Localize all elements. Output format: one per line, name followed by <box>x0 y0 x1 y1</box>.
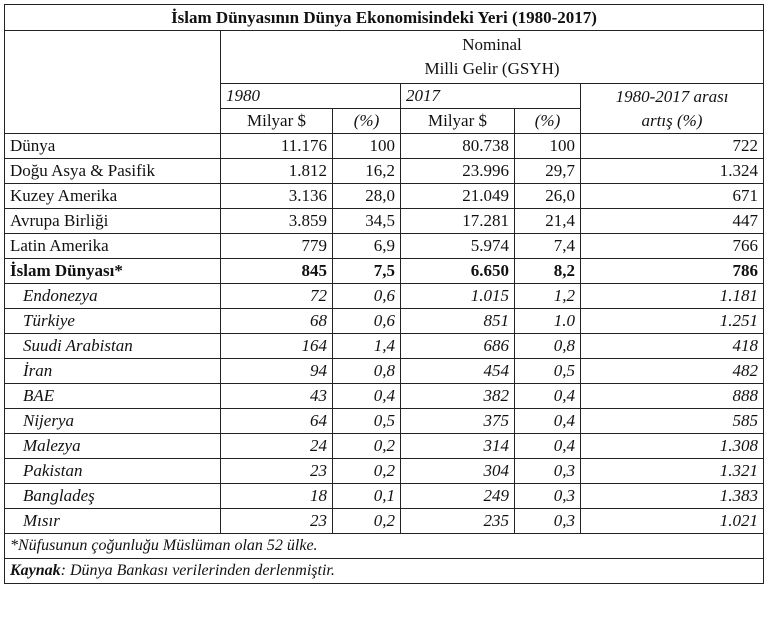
value-1980: 72 <box>221 284 333 309</box>
country-row <box>5 434 764 459</box>
pct-2017: 0,4 <box>515 434 581 459</box>
growth-pct: 585 <box>581 409 764 434</box>
growth-pct: 1.324 <box>581 159 764 184</box>
row-name: Endonezya <box>5 284 221 309</box>
value-1980: 64 <box>221 409 333 434</box>
growth-pct: 671 <box>581 184 764 209</box>
header-blank <box>5 31 221 109</box>
value-1980: 43 <box>221 384 333 409</box>
value-2017: 454 <box>401 359 515 384</box>
pct-2017: 26,0 <box>515 184 581 209</box>
pct-1980: 1,4 <box>333 334 401 359</box>
row-name: Malezya <box>5 434 221 459</box>
growth-pct: 1.321 <box>581 459 764 484</box>
value-2017: 6.650 <box>401 259 515 284</box>
growth-pct: 1.251 <box>581 309 764 334</box>
country-row <box>5 309 764 334</box>
growth-pct: 722 <box>581 134 764 159</box>
value-1980: 164 <box>221 334 333 359</box>
pct-2017: 1.0 <box>515 309 581 334</box>
pct-1980: 0,4 <box>333 384 401 409</box>
source-text: : Dünya Bankası verilerinden derlenmiştir. <box>60 562 335 579</box>
nominal-line2: Milli Gelir (GSYH) <box>424 59 560 78</box>
pct-2017: 8,2 <box>515 259 581 284</box>
value-1980: 94 <box>221 359 333 384</box>
growth-pct: 482 <box>581 359 764 384</box>
value-2017: 249 <box>401 484 515 509</box>
pct-2017: 0,3 <box>515 459 581 484</box>
pct-1980: 16,2 <box>333 159 401 184</box>
pct-2017: 1,2 <box>515 284 581 309</box>
row-name: Türkiye <box>5 309 221 334</box>
value-2017: 17.281 <box>401 209 515 234</box>
growth-line2: artış (%) <box>641 110 703 130</box>
row-name: Pakistan <box>5 459 221 484</box>
growth-pct: 447 <box>581 209 764 234</box>
pct-2017: 29,7 <box>515 159 581 184</box>
row-name: Nijerya <box>5 409 221 434</box>
table-row <box>5 159 764 184</box>
table-row <box>5 134 764 159</box>
pct-1980: 0,5 <box>333 409 401 434</box>
pct-1980: 7,5 <box>333 259 401 284</box>
pct-1980: 0,1 <box>333 484 401 509</box>
growth-pct: 888 <box>581 384 764 409</box>
growth-pct: 1.308 <box>581 434 764 459</box>
pct-1980: (%) <box>333 109 401 134</box>
footnote: *Nüfusunun çoğunluğu Müslüman olan 52 ülke. <box>5 534 764 559</box>
pct-1980: 100 <box>333 134 401 159</box>
value-1980: 3.136 <box>221 184 333 209</box>
pct-1980: 28,0 <box>333 184 401 209</box>
value-1980: 68 <box>221 309 333 334</box>
value-2017: 80.738 <box>401 134 515 159</box>
value-2017: 5.974 <box>401 234 515 259</box>
unit-1980: Milyar $ <box>221 109 333 134</box>
row-name: Avrupa Birliği <box>5 209 221 234</box>
country-row <box>5 459 764 484</box>
growth-pct: 1.383 <box>581 484 764 509</box>
row-name: İslam Dünyası* <box>5 259 221 284</box>
row-name: İran <box>5 359 221 384</box>
pct-1980: 0,2 <box>333 459 401 484</box>
value-2017: 382 <box>401 384 515 409</box>
growth-pct: 418 <box>581 334 764 359</box>
pct-1980: 0,2 <box>333 434 401 459</box>
value-2017: 851 <box>401 309 515 334</box>
pct-2017: 21,4 <box>515 209 581 234</box>
row-name: BAE <box>5 384 221 409</box>
pct-1980: 0,6 <box>333 284 401 309</box>
value-1980: 18 <box>221 484 333 509</box>
value-1980: 23 <box>221 459 333 484</box>
growth-pct: 1.181 <box>581 284 764 309</box>
value-2017: 375 <box>401 409 515 434</box>
value-1980: 11.176 <box>221 134 333 159</box>
table-row <box>5 234 764 259</box>
country-row <box>5 384 764 409</box>
gdp-table <box>4 4 764 584</box>
year-1980-header: 1980 <box>221 84 401 109</box>
year-2017-header: 2017 <box>401 84 581 109</box>
value-1980: 1.812 <box>221 159 333 184</box>
header-row-nominal <box>5 31 764 84</box>
value-2017: 686 <box>401 334 515 359</box>
pct-2017: 0,3 <box>515 484 581 509</box>
country-row <box>5 334 764 359</box>
value-1980: 845 <box>221 259 333 284</box>
value-2017: 1.015 <box>401 284 515 309</box>
row-name: Doğu Asya & Pasifik <box>5 159 221 184</box>
pct-1980: 34,5 <box>333 209 401 234</box>
growth-pct: 766 <box>581 234 764 259</box>
row-name: Mısır <box>5 509 221 534</box>
table-row <box>5 209 764 234</box>
unit-2017: Milyar $ <box>401 109 515 134</box>
table-row <box>5 259 764 284</box>
pct-2017: (%) <box>515 109 581 134</box>
row-name: Bangladeş <box>5 484 221 509</box>
pct-1980: 0,8 <box>333 359 401 384</box>
value-2017: 235 <box>401 509 515 534</box>
country-row <box>5 284 764 309</box>
value-2017: 314 <box>401 434 515 459</box>
source-label: Kaynak <box>10 562 61 579</box>
pct-2017: 0,5 <box>515 359 581 384</box>
pct-2017: 0,4 <box>515 409 581 434</box>
growth-header <box>581 84 764 134</box>
value-2017: 23.996 <box>401 159 515 184</box>
pct-2017: 0,3 <box>515 509 581 534</box>
value-1980: 779 <box>221 234 333 259</box>
footnote-row <box>5 534 764 559</box>
pct-1980: 6,9 <box>333 234 401 259</box>
nominal-line1: Nominal <box>462 35 522 54</box>
growth-pct: 1.021 <box>581 509 764 534</box>
country-row <box>5 484 764 509</box>
row-name: Latin Amerika <box>5 234 221 259</box>
value-1980: 3.859 <box>221 209 333 234</box>
country-row <box>5 359 764 384</box>
title-row <box>5 5 764 31</box>
source-note <box>5 559 764 584</box>
growth-line1: 1980-2017 arası <box>615 86 729 106</box>
pct-2017: 100 <box>515 134 581 159</box>
pct-2017: 7,4 <box>515 234 581 259</box>
header-blank-2 <box>5 109 221 134</box>
country-row <box>5 409 764 434</box>
value-2017: 304 <box>401 459 515 484</box>
growth-pct: 786 <box>581 259 764 284</box>
row-name: Suudi Arabistan <box>5 334 221 359</box>
country-row <box>5 509 764 534</box>
table-row <box>5 184 764 209</box>
value-1980: 23 <box>221 509 333 534</box>
row-name: Dünya <box>5 134 221 159</box>
pct-1980: 0,2 <box>333 509 401 534</box>
value-1980: 24 <box>221 434 333 459</box>
pct-1980: 0,6 <box>333 309 401 334</box>
row-name: Kuzey Amerika <box>5 184 221 209</box>
pct-2017: 0,4 <box>515 384 581 409</box>
table-title: İslam Dünyasının Dünya Ekonomisindeki Yeri (1980-2017) <box>5 5 764 31</box>
source-row <box>5 559 764 584</box>
nominal-header <box>221 31 764 84</box>
value-2017: 21.049 <box>401 184 515 209</box>
pct-2017: 0,8 <box>515 334 581 359</box>
